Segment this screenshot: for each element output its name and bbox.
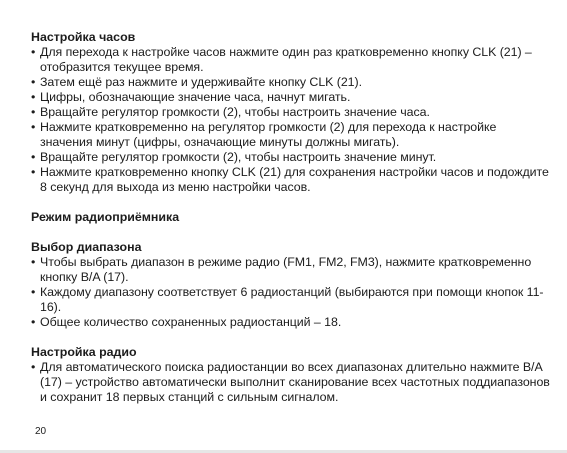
list-item: • Нажмите кратковременно на регулятор громкости (2) для перехода к настройке значения минут (цифры, означающие минуты должны мигать). [31, 120, 551, 150]
page-number: 20 [35, 426, 47, 437]
clock-settings-list [31, 45, 551, 195]
list-item: • Затем ещё раз нажмите и удерживайте кнопку CLK (21). [31, 75, 551, 90]
list-item: • Для перехода к настройке часов нажмите один раз кратковременно кнопку CLK (21) – отобразится текущее время. [31, 45, 551, 75]
spacer [31, 195, 551, 210]
manual-page [31, 30, 551, 405]
list-item: • Общее количество сохраненных радиостанций – 18. [31, 315, 551, 330]
radio-mode-heading: Режим радиоприёмника [31, 210, 180, 224]
radio-tuning-heading: Настройка радио [31, 345, 137, 359]
clock-settings-heading: Настройка часов [31, 30, 136, 44]
list-item: • Каждому диапазону соответствует 6 радиостанций (выбираются при помощи кнопок 11-16). [31, 285, 551, 315]
list-item: • Цифры, обозначающие значение часа, начнут мигать. [31, 90, 551, 105]
radio-tuning-list [31, 360, 551, 405]
spacer [31, 225, 551, 240]
band-selection-heading: Выбор диапазона [31, 240, 142, 254]
spacer [31, 330, 551, 345]
list-item: • Для автоматического поиска радиостанции во всех диапазонах длительно нажмите B/A (17) – устройство автоматически выполнит сканирование всех частотных поддиапазонов и сохранит 18 первых станций с сильным сигналом. [31, 360, 551, 405]
list-item: • Чтобы выбрать диапазон в режиме радио (FM1, FM2, FM3), нажмите кратковременно кнопку B/A (17). [31, 255, 551, 285]
list-item: • Нажмите кратковременно кнопку CLK (21) для сохранения настройки часов и подождите 8 секунд для выхода из меню настройки часов. [31, 165, 551, 195]
list-item: • Вращайте регулятор громкости (2), чтобы настроить значение часа. [31, 105, 551, 120]
list-item: • Вращайте регулятор громкости (2), чтобы настроить значение минут. [31, 150, 551, 165]
band-selection-list [31, 255, 551, 330]
